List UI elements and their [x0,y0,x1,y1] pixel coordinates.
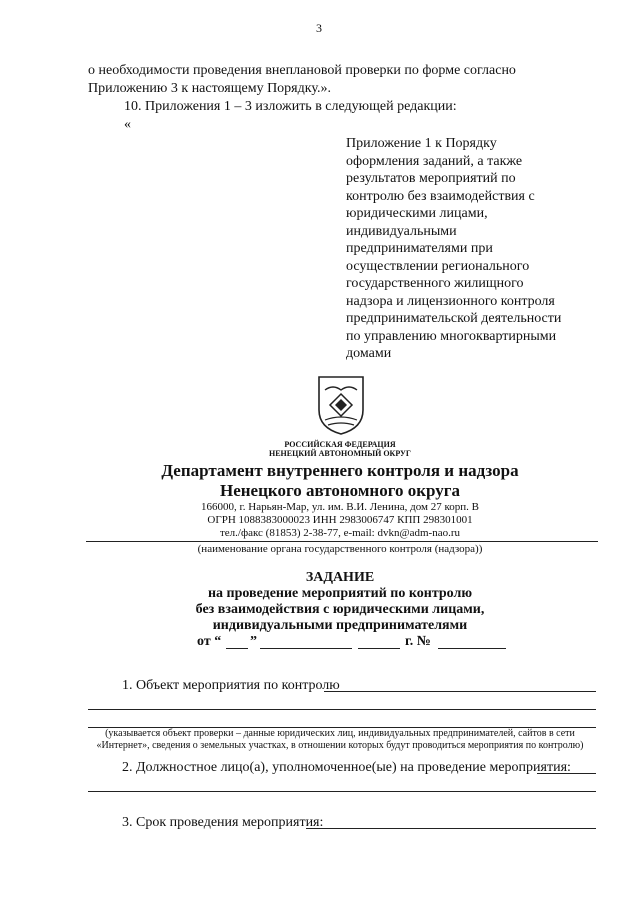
header-region: НЕНЕЦКИЙ АВТОНОМНЫЙ ОКРУГ [268,449,411,458]
header-country: РОССИЙСКАЯ ФЕДЕРАЦИЯ [284,440,396,449]
appendix-line: предпринимательской деятельности [346,311,562,326]
item-2-field[interactable] [537,773,596,774]
task-subtitle-2: без взаимодействия с юридическими лицами, [195,602,485,617]
department-address: 166000, г. Нарьян-Мар, ул. им. В.И. Ленина, дом 27 корп. В [201,501,479,513]
date-prefix: от “ [197,634,222,649]
appendix-line: индивидуальными [346,223,457,239]
task-number-field[interactable] [438,648,506,649]
coat-of-arms-icon [316,374,366,436]
appendix-line: Приложение 1 к Порядку [346,136,497,151]
year-suffix: г. № [405,634,431,649]
date-year-field[interactable] [358,648,400,649]
appendix-line: надзора и лицензионного контроля [346,293,555,309]
date-quote-close: ” [250,634,257,649]
appendix-line: осуществлении регионального [346,258,530,274]
intro-line-2: Приложению 3 к настоящему Порядку.». [88,81,331,96]
appendix-line: контролю без взаимодействия с [346,188,535,204]
task-subtitle-1: на проведение мероприятий по контролю [207,586,473,601]
item-3-field[interactable] [306,828,596,829]
header-divider [86,541,598,542]
intro-line-1: о необходимости проведения внеплановой проверки по форме согласно [88,63,516,78]
item-2-field-line-2[interactable] [88,791,596,792]
department-ogrn: ОГРН 1088383000023 ИНН 2983006747 КПП 298301001 [207,514,473,526]
date-day-field[interactable] [226,648,248,649]
item-3-label: 3. Срок проведения мероприятия: [122,815,324,830]
quote-mark: « [124,117,131,132]
appendix-line: оформления заданий, а также [346,153,523,169]
item-2-label: 2. Должностное лицо(а), уполномоченное(ые) на проведение мероприятия: [122,760,571,775]
department-name-line-2: Ненецкого автономного округа [219,481,461,500]
appendix-line: домами [346,346,392,361]
appendix-line: предпринимателями при [346,241,493,256]
task-subtitle-3: индивидуальными предпринимателями [212,618,468,633]
department-contacts: тел./факс (81853) 2-38-77, e-mail: dvkn@adm-nao.ru [219,527,461,539]
appendix-line: юридическими лицами, [346,206,488,221]
item-1-note-1: (указывается объект проверки – данные юридических лиц, индивидуальных предпринимателей, сайтов в сети [105,728,575,739]
item-1-label: 1. Объект мероприятия по контролю [122,678,340,693]
item-1-field-line-2[interactable] [88,709,596,710]
appendix-line: государственного жилищного [346,276,524,291]
header-caption: (наименование органа государственного контроля (надзора)) [197,543,483,555]
appendix-line: результатов мероприятий по [346,171,516,186]
page-number: 3 [316,21,322,35]
intro-line-3: 10. Приложения 1 – 3 изложить в следующей редакции: [124,99,457,114]
department-name-line-1: Департамент внутреннего контроля и надзора [161,461,519,480]
appendix-block [346,135,561,363]
item-1-note-2: «Интернет», сведения о земельных участках, в отношении которых будут проводиться мероприятия по контролю) [96,740,584,751]
date-month-field[interactable] [260,648,352,649]
appendix-line: по управлению многоквартирными [346,328,557,344]
task-title: ЗАДАНИЕ [305,570,375,585]
item-1-field[interactable] [324,691,596,692]
